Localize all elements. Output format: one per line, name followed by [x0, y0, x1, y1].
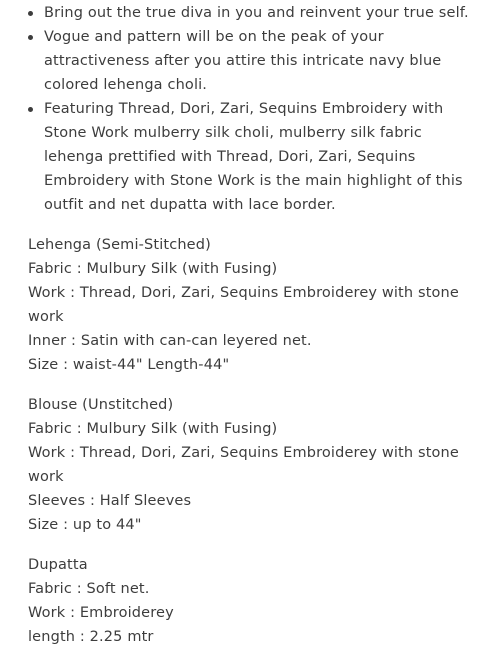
blouse-heading: Blouse (Unstitched) [28, 397, 174, 413]
dupatta-work: Work : Embroiderey [28, 605, 174, 621]
feature-bullet [0, 97, 496, 217]
feature-bullet [0, 1, 496, 25]
feature-bullet-text: Bring out the true diva in you and reinvent your true self. [44, 5, 469, 21]
blouse-size: Size : up to 44" [28, 517, 142, 533]
dupatta-fabric: Fabric : Soft net. [28, 581, 150, 597]
dupatta-length: length : 2.25 mtr [28, 629, 154, 645]
product-description [0, 1, 496, 649]
lehenga-size: Size : waist-44" Length-44" [28, 357, 230, 373]
feature-bullet-text: Vogue and pattern will be on the peak of your attractiveness after you attire this intricate navy blue colored lehenga choli. [44, 29, 442, 93]
dupatta-details [0, 553, 496, 649]
dupatta-heading: Dupatta [28, 557, 88, 573]
blouse-sleeves: Sleeves : Half Sleeves [28, 493, 192, 509]
blouse-work: Work : Thread, Dori, Zari, Sequins Embroiderey with stone work [28, 445, 459, 485]
lehenga-heading: Lehenga (Semi-Stitched) [28, 237, 211, 253]
lehenga-work: Work : Thread, Dori, Zari, Sequins Embroiderey with stone work [28, 285, 459, 325]
feature-bullet-list [0, 1, 496, 217]
feature-bullet [0, 25, 496, 97]
lehenga-inner: Inner : Satin with can-can leyered net. [28, 333, 312, 349]
bullet-dot-icon [28, 107, 33, 112]
lehenga-details [0, 233, 496, 377]
feature-bullet-text: Featuring Thread, Dori, Zari, Sequins Embroidery with Stone Work mulberry silk choli, mulberry silk fabric lehenga prettified with Thread, Dori, Zari, Sequins Embroidery with Stone Work is the main highlight of this outfit and net dupatta with lace border. [44, 101, 463, 213]
lehenga-fabric: Fabric : Mulbury Silk (with Fusing) [28, 261, 278, 277]
blouse-details [0, 393, 496, 537]
bullet-dot-icon [28, 11, 33, 16]
bullet-dot-icon [28, 35, 33, 40]
blouse-fabric: Fabric : Mulbury Silk (with Fusing) [28, 421, 278, 437]
